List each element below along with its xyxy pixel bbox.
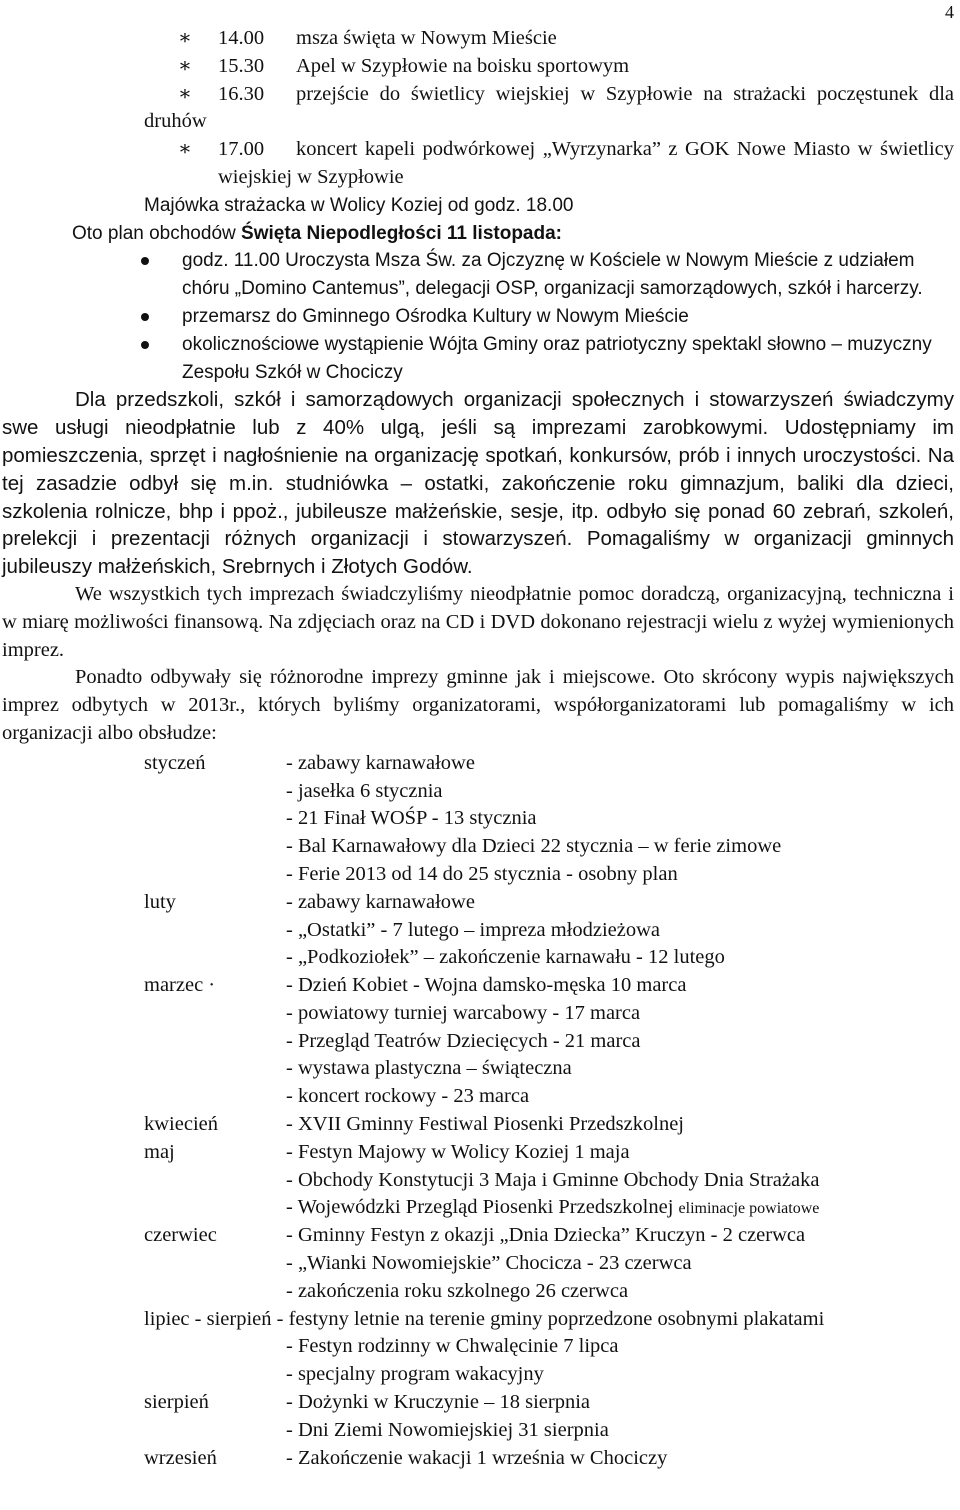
calendar-event <box>286 1194 819 1223</box>
calendar-month: luty <box>144 890 176 913</box>
schedule-time: 14.00 <box>218 27 265 49</box>
asterisk-icon: ∗ <box>178 82 192 105</box>
calendar-event: - „Wianki Nowomiejskie” Chocicza - 23 czerwca <box>286 1252 692 1275</box>
calendar-row <box>0 1028 960 1056</box>
schedule-text: Apel w Szypłowie na boisku sportowym <box>296 54 630 77</box>
calendar-event: - Ferie 2013 od 14 do 25 stycznia - osobny plan <box>286 862 678 885</box>
calendar-row <box>0 861 960 889</box>
schedule-text: msza święta w Nowym Mieście <box>296 27 557 49</box>
calendar-event: - jasełka 6 stycznia <box>286 779 443 802</box>
plan-intro: Oto plan obchodów <box>72 222 242 244</box>
calendar-event: - „Podkoziołek” – zakończenie karnawału - 12 lutego <box>286 946 725 969</box>
calendar-row <box>0 1111 960 1139</box>
calendar-event: - specjalny program wakacyjny <box>286 1363 544 1386</box>
events-calendar <box>0 750 960 1473</box>
calendar-row <box>0 917 960 945</box>
calendar-month: sierpień <box>144 1391 209 1414</box>
paragraph-events-intro: Ponadto odbywały się różnorodne imprezy gminne jak i miejscowe. Oto skrócony wypis największych imprez odbytych w 2013r., których byliśmy organizatorami, współorganizatorami lub pomagaliśmy w ich organizacji albo obsłudze: <box>2 666 954 744</box>
calendar-row <box>0 1167 960 1195</box>
calendar-row <box>0 944 960 972</box>
bullet-icon <box>141 341 149 349</box>
calendar-event-note: eliminacje powiatowe <box>678 1200 820 1218</box>
calendar-event: - Dzień Kobiet - Wojna damsko-męska 10 marca <box>286 974 687 997</box>
bullet-item <box>0 247 960 303</box>
calendar-row <box>0 1417 960 1445</box>
calendar-event: - Dni Ziemi Nowomiejskiej 31 sierpnia <box>286 1418 609 1441</box>
calendar-event: - XVII Gminny Festiwal Piosenki Przedszkolnej <box>286 1113 684 1136</box>
calendar-row <box>0 1250 960 1278</box>
bullet-icon <box>141 257 149 265</box>
calendar-event: - Festyn Majowy w Wolicy Koziej 1 maja <box>286 1140 630 1163</box>
bullet-lead: godz. 11.00 Uroczysta Msza Św. <box>182 250 457 272</box>
schedule-text: przejście do świetlicy wiejskiej w Szypłowie na strażacki poczęstunek dla druhów <box>144 82 954 133</box>
document-body <box>0 25 960 1472</box>
plan-bold: Święta Niepodległości 11 listopada: <box>241 222 562 244</box>
calendar-row <box>0 805 960 833</box>
calendar-event: - Zakończenie wakacji 1 września w Chociczy <box>286 1446 668 1469</box>
calendar-event: - koncert rockowy - 23 marca <box>286 1085 530 1108</box>
paragraph-assistance: We wszystkich tych imprezach świadczyliśmy nieodpłatnie pomoc doradczą, organizacyjną, techniczna i w miarę możliwości finansową. Na zdjęciach oraz na CD i DVD dokonano rejestracji wielu z wyżej wymienionych imprez. <box>2 582 954 661</box>
calendar-row <box>0 1194 960 1222</box>
calendar-row <box>0 1278 960 1306</box>
bullet-text: przemarsz do Gminnego Ośrodka Kultury w Nowym Mieście <box>182 305 689 327</box>
calendar-event: - zabawy karnawałowe <box>286 890 475 913</box>
calendar-row <box>0 1361 960 1389</box>
bullet-item <box>0 303 960 331</box>
calendar-month: marzec · <box>144 974 216 997</box>
calendar-event: - 21 Finał WOŚP - 13 stycznia <box>286 807 537 830</box>
schedule-item <box>0 53 960 81</box>
calendar-row <box>0 1445 960 1473</box>
calendar-row <box>0 1306 960 1334</box>
schedule-time: 17.00 <box>218 138 265 161</box>
calendar-row <box>0 1083 960 1111</box>
calendar-event: - Festyn rodzinny w Chwalęcinie 7 lipca <box>286 1335 619 1358</box>
calendar-row <box>0 1139 960 1167</box>
calendar-row <box>0 1055 960 1083</box>
calendar-event: - powiatowy turniej warcabowy - 17 marca <box>286 1001 641 1024</box>
calendar-row <box>0 1389 960 1417</box>
calendar-row <box>0 1333 960 1361</box>
bullet-icon <box>141 313 149 321</box>
asterisk-icon: ∗ <box>178 54 192 77</box>
calendar-month: styczeń <box>144 751 206 774</box>
calendar-row <box>0 889 960 917</box>
calendar-event: - zabawy karnawałowe <box>286 751 475 774</box>
schedule-text: koncert kapeli podwórkowej „Wyrzynarka” z GOK Nowe Miasto w świetlicy wiejskiej w Szypłowie <box>218 138 954 188</box>
calendar-month: kwiecień <box>144 1113 218 1136</box>
calendar-combined: lipiec - sierpień - festyny letnie na terenie gminy poprzedzone osobnymi plakatami <box>144 1307 825 1330</box>
calendar-event: - Obchody Konstytucji 3 Maja i Gminne Obchody Dnia Strażaka <box>286 1168 820 1191</box>
schedule-item <box>0 81 960 137</box>
calendar-event: - Przegląd Teatrów Dziecięcych - 21 marca <box>286 1029 641 1052</box>
calendar-month: wrzesień <box>144 1446 217 1469</box>
bullet-item <box>0 331 960 387</box>
paragraph-services: Dla przedszkoli, szkół i samorządowych organizacji społecznych i stowarzyszeń świadczymy swe usługi nieodpłatnie lub z 40% ulgą, jeśli są imprezami zarobkowymi. Udostępniamy im pomieszczenia, sprzęt i nagłośnienie na organizację spotkań, konkursów, prób i innych uroczystości. Na tej zasadzie odbył się m.in. studniówka – ostatki, zakończenie roku gimnazjum, baliki dla dzieci, szkolenia rolnicze, bhp i ppoż., jubileusze małżeńskie, sesje, itp. odbyło się ponad 60 zebrań, szkoleń, prelekcji i prezentacji różnych organizacji i stowarzyszeń. Pomagaliśmy w organizacji gminnych jubileuszy małżeńskich, Srebrnych i Złotych Godów. <box>2 388 954 579</box>
calendar-row <box>0 1000 960 1028</box>
asterisk-icon: ∗ <box>178 27 192 49</box>
bullet-text: za Ojczyznę w Kościele w Nowym Mieście z udziałem chóru „Domino Cantemus”, delegacji OSP, organizacji samorządowych, szkół i harcerzy. <box>182 250 923 300</box>
calendar-event: - wystawa plastyczna – świąteczna <box>286 1057 572 1080</box>
calendar-event-text: - Wojewódzki Przegląd Piosenki Przedszkolnej <box>286 1196 674 1219</box>
calendar-event: - Bal Karnawałowy dla Dzieci 22 stycznia – w ferie zimowe <box>286 835 782 858</box>
majowka-line: Majówka strażacka w Wolicy Koziej od godz. 18.00 <box>144 194 574 216</box>
calendar-row <box>0 750 960 778</box>
calendar-event: - zakończenia roku szkolnego 26 czerwca <box>286 1279 629 1302</box>
calendar-row <box>0 1222 960 1250</box>
calendar-event: - Gminny Festyn z okazji „Dnia Dziecka” Kruczyn - 2 czerwca <box>286 1224 806 1247</box>
bullet-text: okolicznościowe wystąpienie Wójta Gminy oraz patriotyczny spektakl słowno – muzyczny Zespołu Szkół w Chociczy <box>182 333 932 383</box>
calendar-row <box>0 833 960 861</box>
calendar-row <box>0 972 960 1000</box>
asterisk-icon: ∗ <box>178 138 192 161</box>
page-number: 4 <box>945 2 954 22</box>
calendar-event: - „Ostatki” - 7 lutego – impreza młodzieżowa <box>286 918 660 941</box>
calendar-row <box>0 778 960 806</box>
schedule-item <box>0 136 960 192</box>
calendar-month: maj <box>144 1140 175 1163</box>
schedule-time: 15.30 <box>218 54 265 77</box>
plan-heading <box>0 220 960 248</box>
schedule-time: 16.30 <box>218 82 265 105</box>
calendar-month: czerwiec <box>144 1224 217 1247</box>
calendar-event: - Dożynki w Kruczynie – 18 sierpnia <box>286 1391 590 1414</box>
schedule-item <box>0 25 960 53</box>
